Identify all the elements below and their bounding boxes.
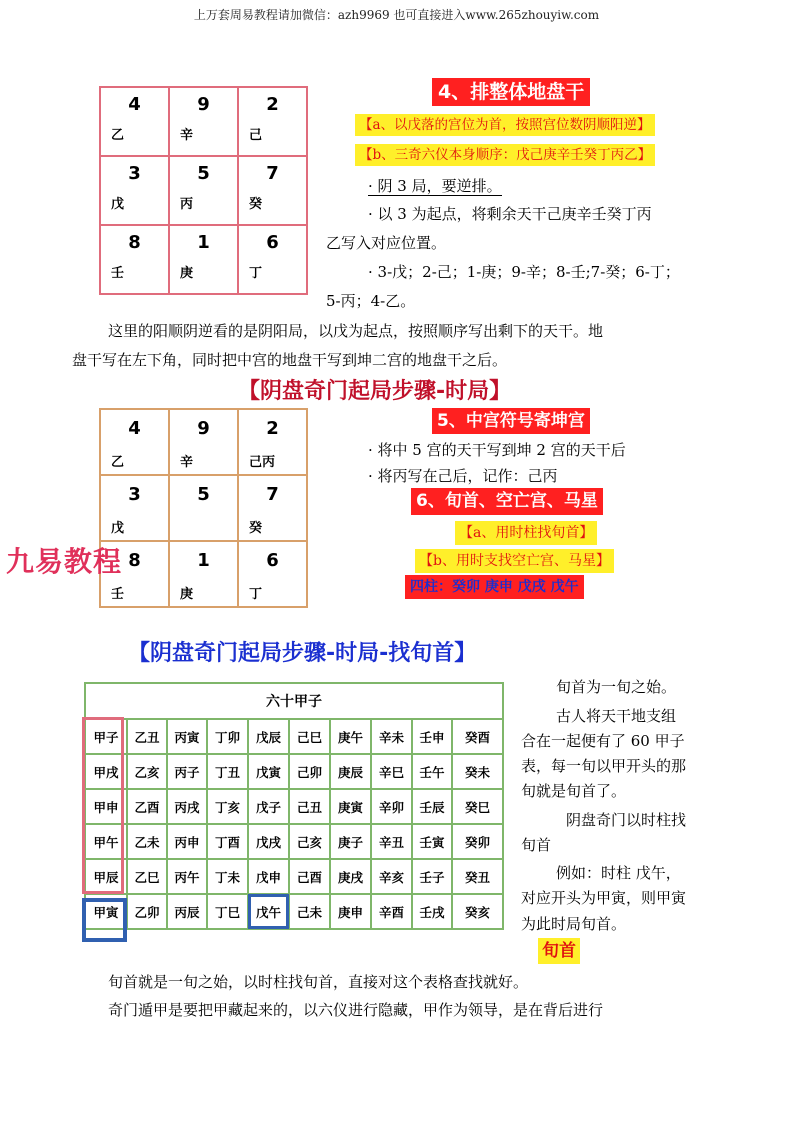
section4-line1: · 阴 3 局，要逆排。 — [368, 177, 502, 195]
palace-7: 7 癸 — [238, 156, 307, 225]
section6-title: 6、旬首、空亡宫、马星 — [411, 488, 603, 515]
palace-6: 6 丁 — [238, 225, 307, 294]
palace-2: 2 己 — [238, 87, 307, 156]
xunshou-label: 旬首 — [538, 938, 580, 964]
four-pillars: 四柱：癸卯 庚申 戊戌 戊午 — [405, 575, 584, 599]
side-l5: 旬就是旬首了。 — [521, 782, 627, 800]
highlighted-cell: 戊午 — [248, 894, 289, 929]
xunshou-column-highlight — [82, 717, 124, 894]
para1-line1: 这里的阳顺阴逆看的是阴阳局，以戊为起点，按照顺序写出剩下的天干。地 — [108, 322, 604, 340]
palace-5: 5 丙 — [169, 156, 238, 225]
sixty-jiazi-table — [84, 682, 504, 930]
palace-9: 9 辛 — [169, 409, 238, 475]
section5-line1: · 将中 5 宫的天干写到坤 2 宫的天干后 — [368, 441, 626, 459]
palace-9: 9 辛 — [169, 87, 238, 156]
side-l1: 旬首为一旬之始。 — [556, 678, 677, 696]
palace-4: 4 乙 — [100, 409, 169, 475]
para1-line2: 盘干写在左下角，同时把中宫的地盘干写到坤二宫的地盘干之后。 — [72, 351, 508, 369]
table-row: 甲子 乙丑 丙寅 丁卯 戊辰 己巳 庚午 辛未 壬申 癸酉 — [85, 719, 503, 754]
palace-3: 3 戊 — [100, 475, 169, 541]
palace-1: 1 庚 — [169, 225, 238, 294]
side-l2: 古人将天干地支组 — [556, 707, 677, 725]
section6-note-b: 【b、用时支找空亡宫、马星】 — [415, 549, 614, 573]
side-l6: 阴盘奇门以时柱找 — [566, 811, 687, 829]
section4-line2: · 以 3 为起点，将剩余天干己庚辛壬癸丁丙 — [368, 205, 652, 223]
bottom-line1: 旬首就是一旬之始，以时柱找旬首，直接对这个表格查找就好。 — [108, 973, 529, 991]
side-l8: 例如：时柱 戊午， — [556, 864, 681, 882]
section4-note-b: 【b、三奇六仪本身顺序：戊己庚辛壬癸丁丙乙】 — [355, 144, 655, 166]
section5-line2: · 将丙写在己后，记作：己丙 — [368, 467, 558, 485]
table-caption: 六十甲子 — [85, 683, 503, 719]
bottom-line2: 奇门遁甲是要把甲藏起来的，以六仪进行隐藏，甲作为领导，是在背后进行 — [108, 1001, 604, 1019]
palace-5: 5 — [169, 475, 238, 541]
section5-title: 5、中宫符号寄坤宫 — [432, 408, 590, 434]
side-l3: 合在一起便有了 60 甲子 — [521, 732, 685, 750]
palace-8: 8 壬 — [100, 541, 169, 607]
section4-line5: 5-丙；4-乙。 — [326, 292, 416, 310]
side-l10: 为此时局旬首。 — [521, 915, 627, 933]
side-l4: 表，每一旬以甲开头的那 — [521, 757, 687, 775]
section-title-3: 【阴盘奇门起局步骤-时局-找旬首】 — [128, 641, 477, 666]
jiayin-highlight — [82, 898, 127, 942]
palace-8: 8 壬 — [100, 225, 169, 294]
watermark: 九易教程 — [6, 545, 123, 578]
luoshu-grid-2 — [99, 408, 308, 608]
palace-1: 1 庚 — [169, 541, 238, 607]
section4-line3: 乙写入对应位置。 — [326, 234, 447, 252]
side-l7: 旬首 — [521, 836, 552, 854]
palace-2: 2 己丙 — [238, 409, 307, 475]
table-row: 甲午 乙未 丙申 丁酉 戊戌 己亥 庚子 辛丑 壬寅 癸卯 — [85, 824, 503, 859]
side-l9: 对应开头为甲寅，则甲寅 — [521, 889, 687, 907]
section4-title: 4、排整体地盘干 — [432, 78, 590, 106]
section4-line4: · 3-戊；2-己；1-庚；9-辛；8-壬;7-癸；6-丁； — [368, 263, 680, 281]
palace-3: 3 戊 — [100, 156, 169, 225]
table-row: 甲戌 乙亥 丙子 丁丑 戊寅 己卯 庚辰 辛巳 壬午 癸未 — [85, 754, 503, 789]
palace-7: 7 癸 — [238, 475, 307, 541]
palace-6: 6 丁 — [238, 541, 307, 607]
section6-note-a: 【a、用时柱找旬首】 — [455, 521, 597, 545]
luoshu-grid-1 — [99, 86, 308, 295]
table-row: 甲辰 乙巳 丙午 丁未 戊申 己酉 庚戌 辛亥 壬子 癸丑 — [85, 859, 503, 894]
section4-note-a: 【a、以戊落的宫位为首，按照宫位数阴顺阳逆】 — [355, 114, 655, 136]
page-header: 上万套周易教程请加微信：azh9969 也可直接进入www.265zhouyiw.com — [193, 8, 600, 22]
palace-4: 4 乙 — [100, 87, 169, 156]
table-row: 甲寅 乙卯 丙辰 丁巳 戊午 己未 庚申 辛酉 壬戌 癸亥 — [85, 894, 503, 929]
table-row: 甲申 乙酉 丙戌 丁亥 戊子 己丑 庚寅 辛卯 壬辰 癸巳 — [85, 789, 503, 824]
section-title-2: 【阴盘奇门起局步骤-时局】 — [238, 379, 512, 404]
